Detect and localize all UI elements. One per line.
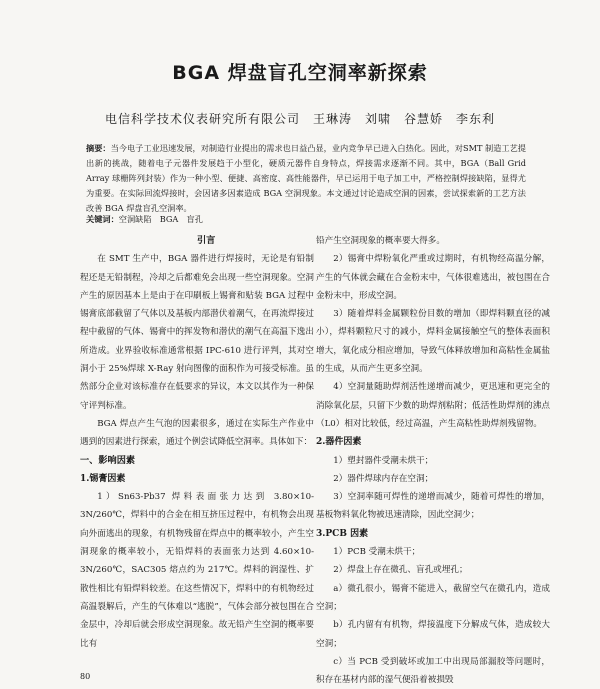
list-item: b）孔内留有有机物，焊接温度下分解成气体，造成较大空洞； (316, 620, 550, 649)
abstract-text: 当今电子工业迅速发展，对制造行业提出的需求也日益凸显，业内竞争早已进入白热化。因此，对SMT 制造工艺提出新的挑战，随着电子元器件发展趋于小型化，硬质元器件自身特点，焊接需求逐渐不同。其中，BGA（Ball Grid Array 球栅阵列封装）作为一种小型、便捷、高密度、高性能器件，早已运用于电子加工中，严格控制焊接缺陷，显得尤为重要。在实际回流焊接时，会因诸多因素造成 BGA 空洞现象。本文通过讨论造成空洞的因素，尝试探索新的工艺方法改善 BGA 焊盘盲孔空洞率。 (86, 143, 526, 213)
paragraph: 铅产生空洞现象的概率要大得多。 (316, 236, 445, 246)
article-title: BGA 焊盘盲孔空洞率新探索 (172, 62, 428, 84)
abstract (86, 141, 526, 216)
paragraph: 4）空洞量随助焊剂活性递增而减少，更迅速和更完全的消除氧化层，只留下少数的助焊剂粘附；低活性助焊剂的沸点（L0）相对比较低，经过高温，产生高粘性助焊剂残留物。 (316, 382, 550, 429)
section-heading: 一、影响因素 (80, 454, 136, 466)
keywords-label: 关键词： (86, 214, 119, 224)
subsection-heading: 3.PCB 因素 (316, 528, 369, 539)
list-item: 2）焊盘上存在微孔、盲孔或埋孔； (333, 565, 468, 576)
list-item: 3）空洞率随可焊性的递增而减少，随着可焊性的增加，基板物料氧化物被迅速清除，因此空洞少； (316, 492, 550, 521)
keywords (86, 214, 203, 225)
page-number: 80 (80, 672, 91, 681)
right-column (316, 232, 550, 689)
abstract-label: 摘要： (86, 143, 111, 153)
left-column (80, 232, 314, 653)
author-line: 电信科学技术仪表研究所有限公司 王琳涛 刘啸 谷慧娇 李东利 (104, 112, 495, 126)
subsection-heading: 2.器件因素 (316, 437, 362, 448)
paragraph: 3）随着焊料金属颗粒份目数的增加（即焊料颗直径的减小），焊料颗粒尺寸的减小，焊料金属接触空气的整体表面积增大，氧化成分相应增加，导致气体释放增加和高粘性金属盐的生成，从而产生更多空洞。 (316, 309, 550, 375)
list-item: 2）器件焊球内存在空洞； (333, 473, 434, 484)
list-item: a）微孔很小，锡膏不能进入，截留空气在微孔内，造成空洞； (316, 583, 550, 612)
list-item: 1）塑封器件受潮未烘干； (333, 455, 434, 466)
list-item: 1）PCB 受潮未烘干； (333, 547, 421, 558)
paragraph: 2）锡膏中焊粉氧化严重或过期时，有机物经高温分解，产生的气体就会藏在合金粉末中，气体很难逃出，被包围在合金粉末中，形成空洞。 (316, 254, 550, 301)
list-item: c）当 PCB 受到破坏或加工中出现局部漏胶等问题时，积存在基材内部的湿气便沿着被损毁 (316, 656, 550, 686)
intro-heading: 引言 (197, 235, 216, 246)
paragraph: 在 SMT 生产中，BGA 器件进行焊接时，无论是有铅制程还是无铅制程，冷却之后都难免会出现一些空洞现象。空洞产生的原因基本上是由于在印刷板上锡膏和贴装 BGA 过程中锡膏底部截留了气体以及基板内部潜伏着潮气，在再流焊接过程中截留的气体、锡膏中的挥发物和潜伏的潮气在高温下逸出所造成。业界验收标准通常根据 IPC-610 进行评判，其对空洞小于 25%焊球 X-Ray 射向图像的面积作为可接受标准。虽然部分企业对该标准存在低要求的异议，本文以其作为一种保守评判标准。 (80, 254, 314, 411)
paragraph: BGA 焊点产生气泡的因素很多，通过在实际生产作业中遇到的因素进行探索，通过个例尝试降低空洞率。具体如下： (80, 418, 314, 448)
paragraph: 1）Sn63-Pb37 焊料表面张力达到 3.80×10-3N/260℃，焊料中的合金在相互挤压过程中，有机物会出现向外面逃出的现象，有机物残留在焊点中的概率较小，产生空洞现象的概率较小，无铅焊料的表面张力达到 4.60×10-3N/260℃，SAC305 熔点约为 217℃。焊料的润湿性、扩散性相比有铅焊料较差。在这些情况下，焊料中的有机物经过高温裂解后，产生的气体难以“逃脱”，气体会部分被包围在合金层中，冷却后就会形成空洞现象。故无铅产生空洞的概率要比有 (80, 492, 314, 649)
keywords-text: 空洞缺陷 BGA 盲孔 (118, 214, 203, 224)
subsection-heading: 1.锡膏因素 (80, 473, 126, 484)
